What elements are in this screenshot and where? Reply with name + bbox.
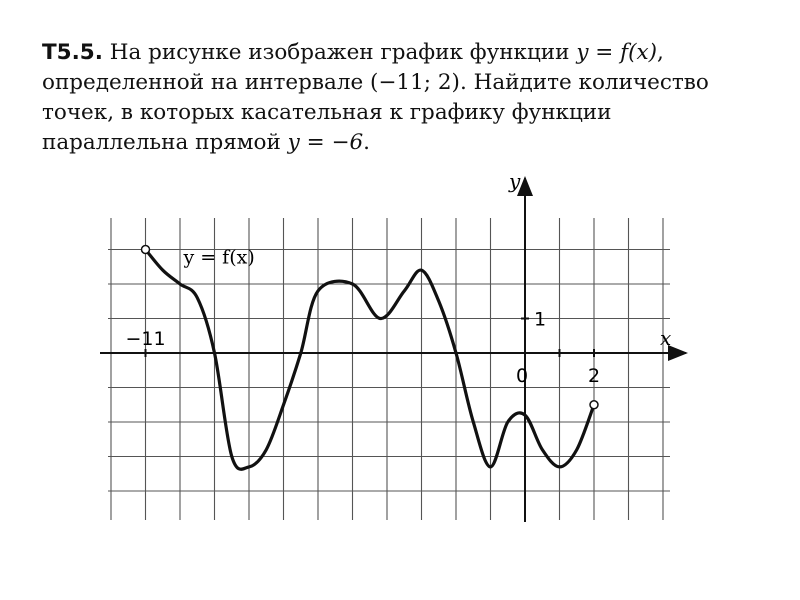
problem-text-part1: На рисунке изображен график функции [102,40,577,65]
problem-text [42,38,742,158]
function-notation: y = f(x) [576,40,658,65]
y-axis-label: y [509,170,521,193]
function-curve [146,250,595,470]
tick-label-origin: 0 [516,365,529,387]
line-equation: y = −6 [287,130,364,155]
problem-text-part2: , определенной на интервале (−11; 2). Найдите количество точек, в которых касательная к графику функции параллельна прямой [42,40,709,155]
function-graph [90,170,700,530]
problem-number: Т5.5. [42,40,103,65]
problem-text-end: . [363,130,370,155]
open-endpoint-left [142,246,150,254]
tick-label-x-min: −11 [125,328,166,350]
axes [100,178,686,522]
open-endpoint-right [590,401,598,409]
tick-label-y-one: 1 [534,308,547,331]
curve-label: y = f(x) [183,246,255,269]
x-axis-label: x [660,326,672,350]
tick-label-x-max: 2 [587,365,601,387]
